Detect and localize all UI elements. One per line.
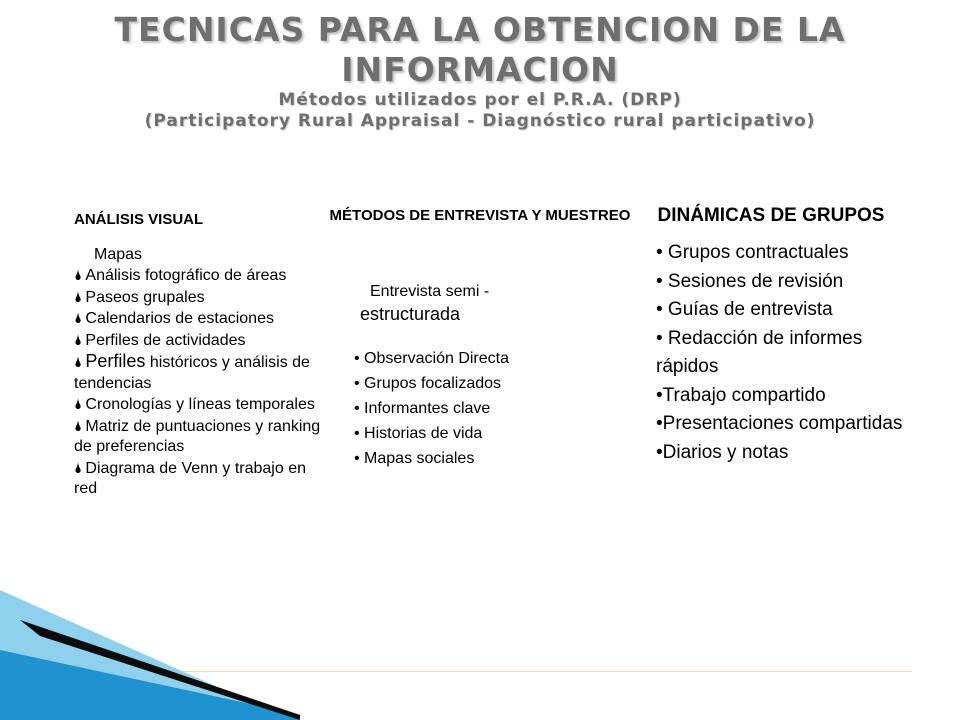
list-item: • Grupos focalizados xyxy=(354,375,502,392)
column-interview-methods xyxy=(324,204,636,471)
drop-bullet-icon: 🌢 xyxy=(74,267,83,283)
list-item: •Trabajo compartido xyxy=(656,384,826,406)
list-item: •Presentaciones compartidas xyxy=(656,413,903,434)
list-item: • Sesiones de revisión xyxy=(656,270,844,292)
title-subtitle-2: (Participatory Rural Appraisal - Diagnóstico rural participativo) xyxy=(144,111,816,131)
drop-bullet-icon: 🌢 xyxy=(74,396,83,412)
list-item: 🌢 Diagrama de Venn y trabajo en red xyxy=(74,459,306,497)
list-item: 🌢 Perfiles históricos y análisis de tendencias xyxy=(74,351,310,392)
drop-bullet-icon: 🌢 xyxy=(74,354,83,370)
corner-decoration xyxy=(0,590,300,720)
list-item: • Mapas sociales xyxy=(354,450,475,467)
list-item: 🌢 Análisis fotográfico de áreas xyxy=(74,267,287,284)
list-item: • Redacción de informes rápidos xyxy=(656,327,863,377)
title-main: TECNICAS PARA LA OBTENCION DE LA INFORMACION xyxy=(114,10,846,89)
column-3-heading: DINÁMICAS DE GRUPOS xyxy=(657,205,885,226)
list-item: 🌢 Calendarios de estaciones xyxy=(74,310,274,327)
list-item: 🌢 Paseos grupales xyxy=(74,288,205,306)
list-item: Mapas xyxy=(94,245,143,263)
list-item: Entrevista semi - xyxy=(370,283,490,300)
drop-bullet-icon: 🌢 xyxy=(74,331,83,348)
slide-title xyxy=(0,10,960,132)
drop-bullet-icon: 🌢 xyxy=(74,459,83,476)
list-item: estructurada xyxy=(360,304,461,324)
list-item: • Historias de vida xyxy=(354,425,483,442)
drop-bullet-icon: 🌢 xyxy=(74,310,83,326)
list-item: 🌢 Cronologías y líneas temporales xyxy=(74,396,315,413)
list-item: • Grupos contractuales xyxy=(656,242,849,263)
drop-bullet-icon: 🌢 xyxy=(74,417,83,434)
column-2-heading: MÉTODOS DE ENTREVISTA Y MUESTREO xyxy=(329,207,631,224)
list-item: • Guías de entrevista xyxy=(656,299,833,320)
list-item: • Informantes clave xyxy=(354,400,491,417)
list-item: •Diarios y notas xyxy=(656,441,789,463)
title-subtitle-1: Métodos utilizados por el P.R.A. (DRP) xyxy=(278,90,682,110)
method-list xyxy=(324,346,636,471)
list-item: • Observación Directa xyxy=(354,350,509,367)
column-visual-analysis xyxy=(74,210,324,500)
drop-bullet-icon: 🌢 xyxy=(74,288,83,305)
column-group-dynamics xyxy=(656,202,916,467)
list-item: 🌢 Matriz de puntuaciones y ranking de preferencias xyxy=(74,417,321,455)
column-1-heading: ANÁLISIS VISUAL xyxy=(74,211,204,228)
list-item: 🌢 Perfiles de actividades xyxy=(74,331,246,349)
